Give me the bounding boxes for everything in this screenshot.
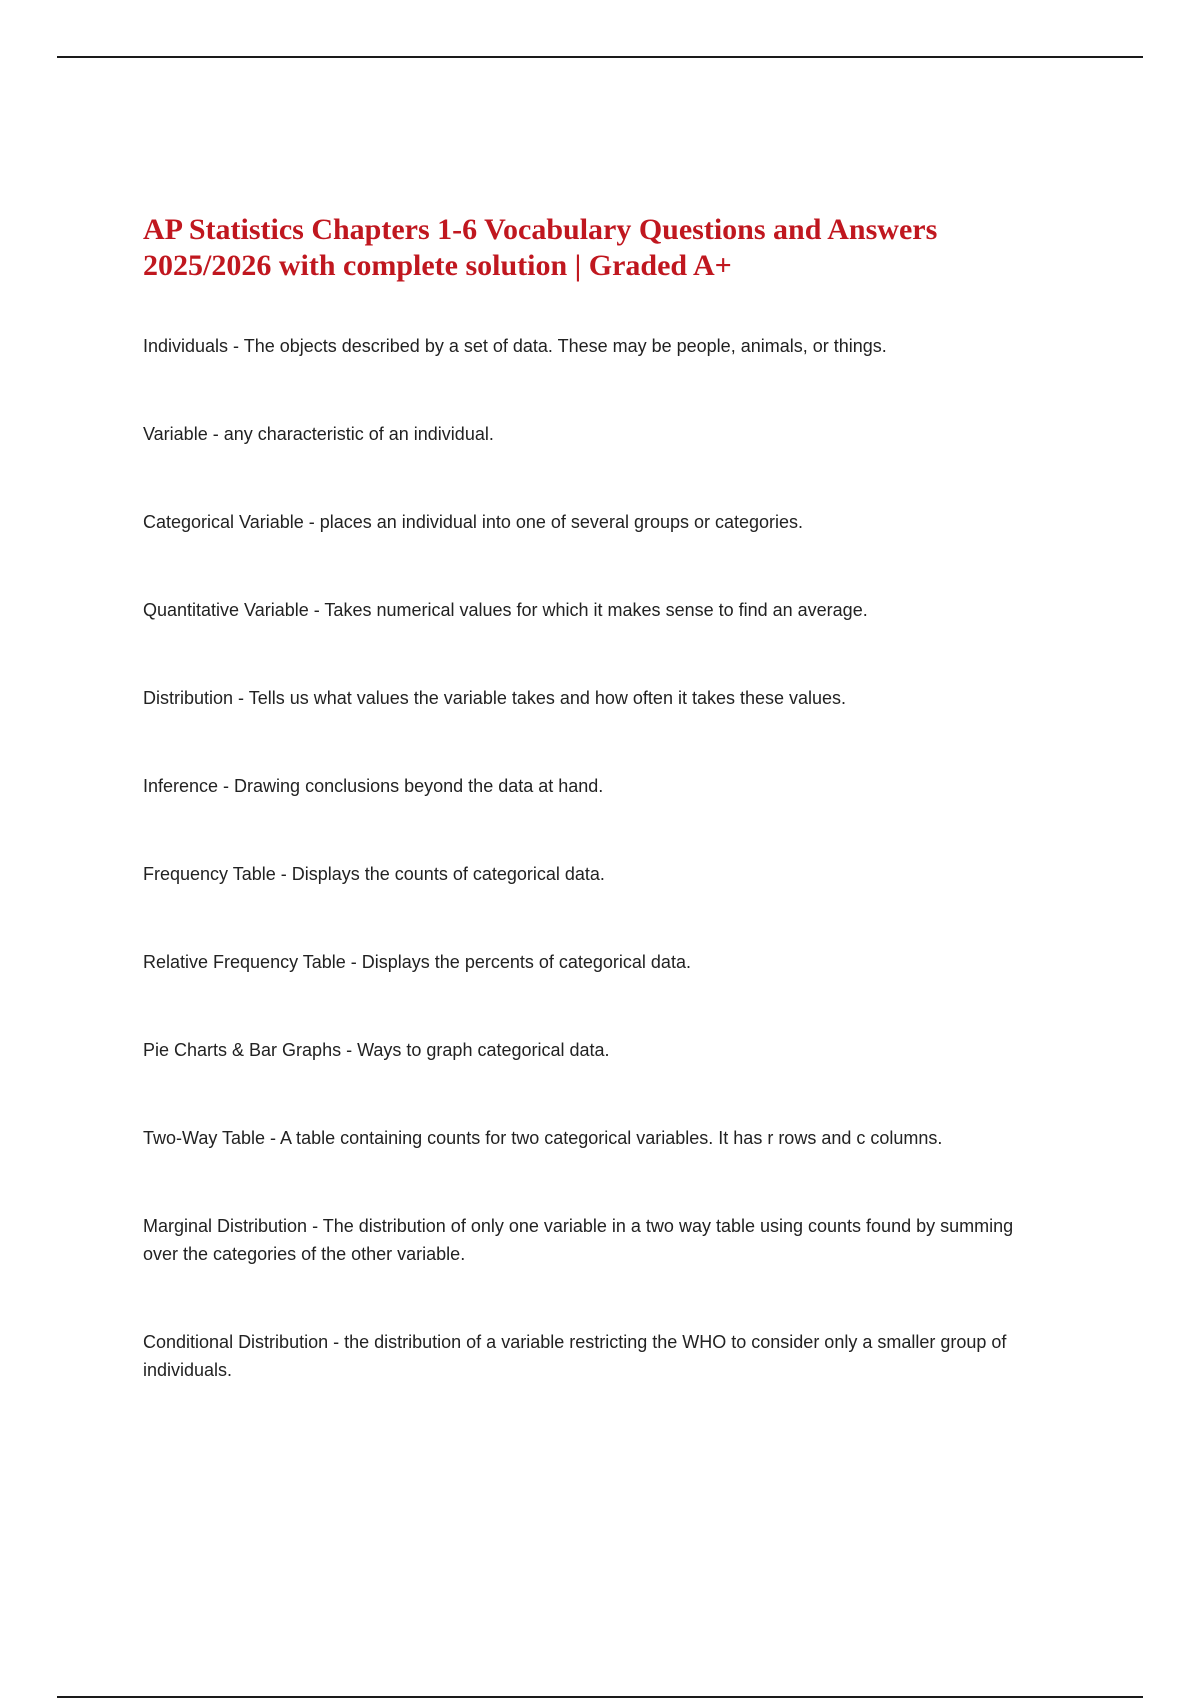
vocab-entry-individuals: Individuals - The objects described by a set of data. These may be people, animals, or things.: [143, 336, 887, 356]
vocab-entry-two-way-table: Two-Way Table - A table containing counts for two categorical variables. It has r rows and c columns.: [143, 1128, 943, 1148]
vocabulary-list: [143, 332, 1043, 1384]
footer-rule: [57, 1696, 1143, 1698]
document-body: [143, 212, 1043, 1444]
vocab-entry-relative-frequency-table: Relative Frequency Table - Displays the percents of categorical data.: [143, 952, 691, 972]
vocab-entry-conditional-distribution: Conditional Distribution - the distribution of a variable restricting the WHO to consider only a smaller group of individuals.: [143, 1332, 1007, 1380]
vocab-entry-frequency-table: Frequency Table - Displays the counts of categorical data.: [143, 864, 605, 884]
vocab-entry-pie-charts-bar-graphs: Pie Charts & Bar Graphs - Ways to graph categorical data.: [143, 1040, 610, 1060]
vocab-entry-inference: Inference - Drawing conclusions beyond the data at hand.: [143, 776, 604, 796]
document-title: AP Statistics Chapters 1-6 Vocabulary Questions and Answers 2025/2026 with complete solution | Graded A+: [143, 213, 938, 282]
header-rule: [57, 56, 1143, 58]
vocab-entry-categorical-variable: Categorical Variable - places an individual into one of several groups or categories.: [143, 512, 804, 532]
vocab-entry-quantitative-variable: Quantitative Variable - Takes numerical values for which it makes sense to find an average.: [143, 600, 868, 620]
vocab-entry-distribution: Distribution - Tells us what values the variable takes and how often it takes these values.: [143, 688, 847, 708]
vocab-entry-marginal-distribution: Marginal Distribution - The distribution of only one variable in a two way table using counts found by summing over the categories of the other variable.: [143, 1216, 1014, 1264]
vocab-entry-variable: Variable - any characteristic of an individual.: [143, 424, 494, 444]
